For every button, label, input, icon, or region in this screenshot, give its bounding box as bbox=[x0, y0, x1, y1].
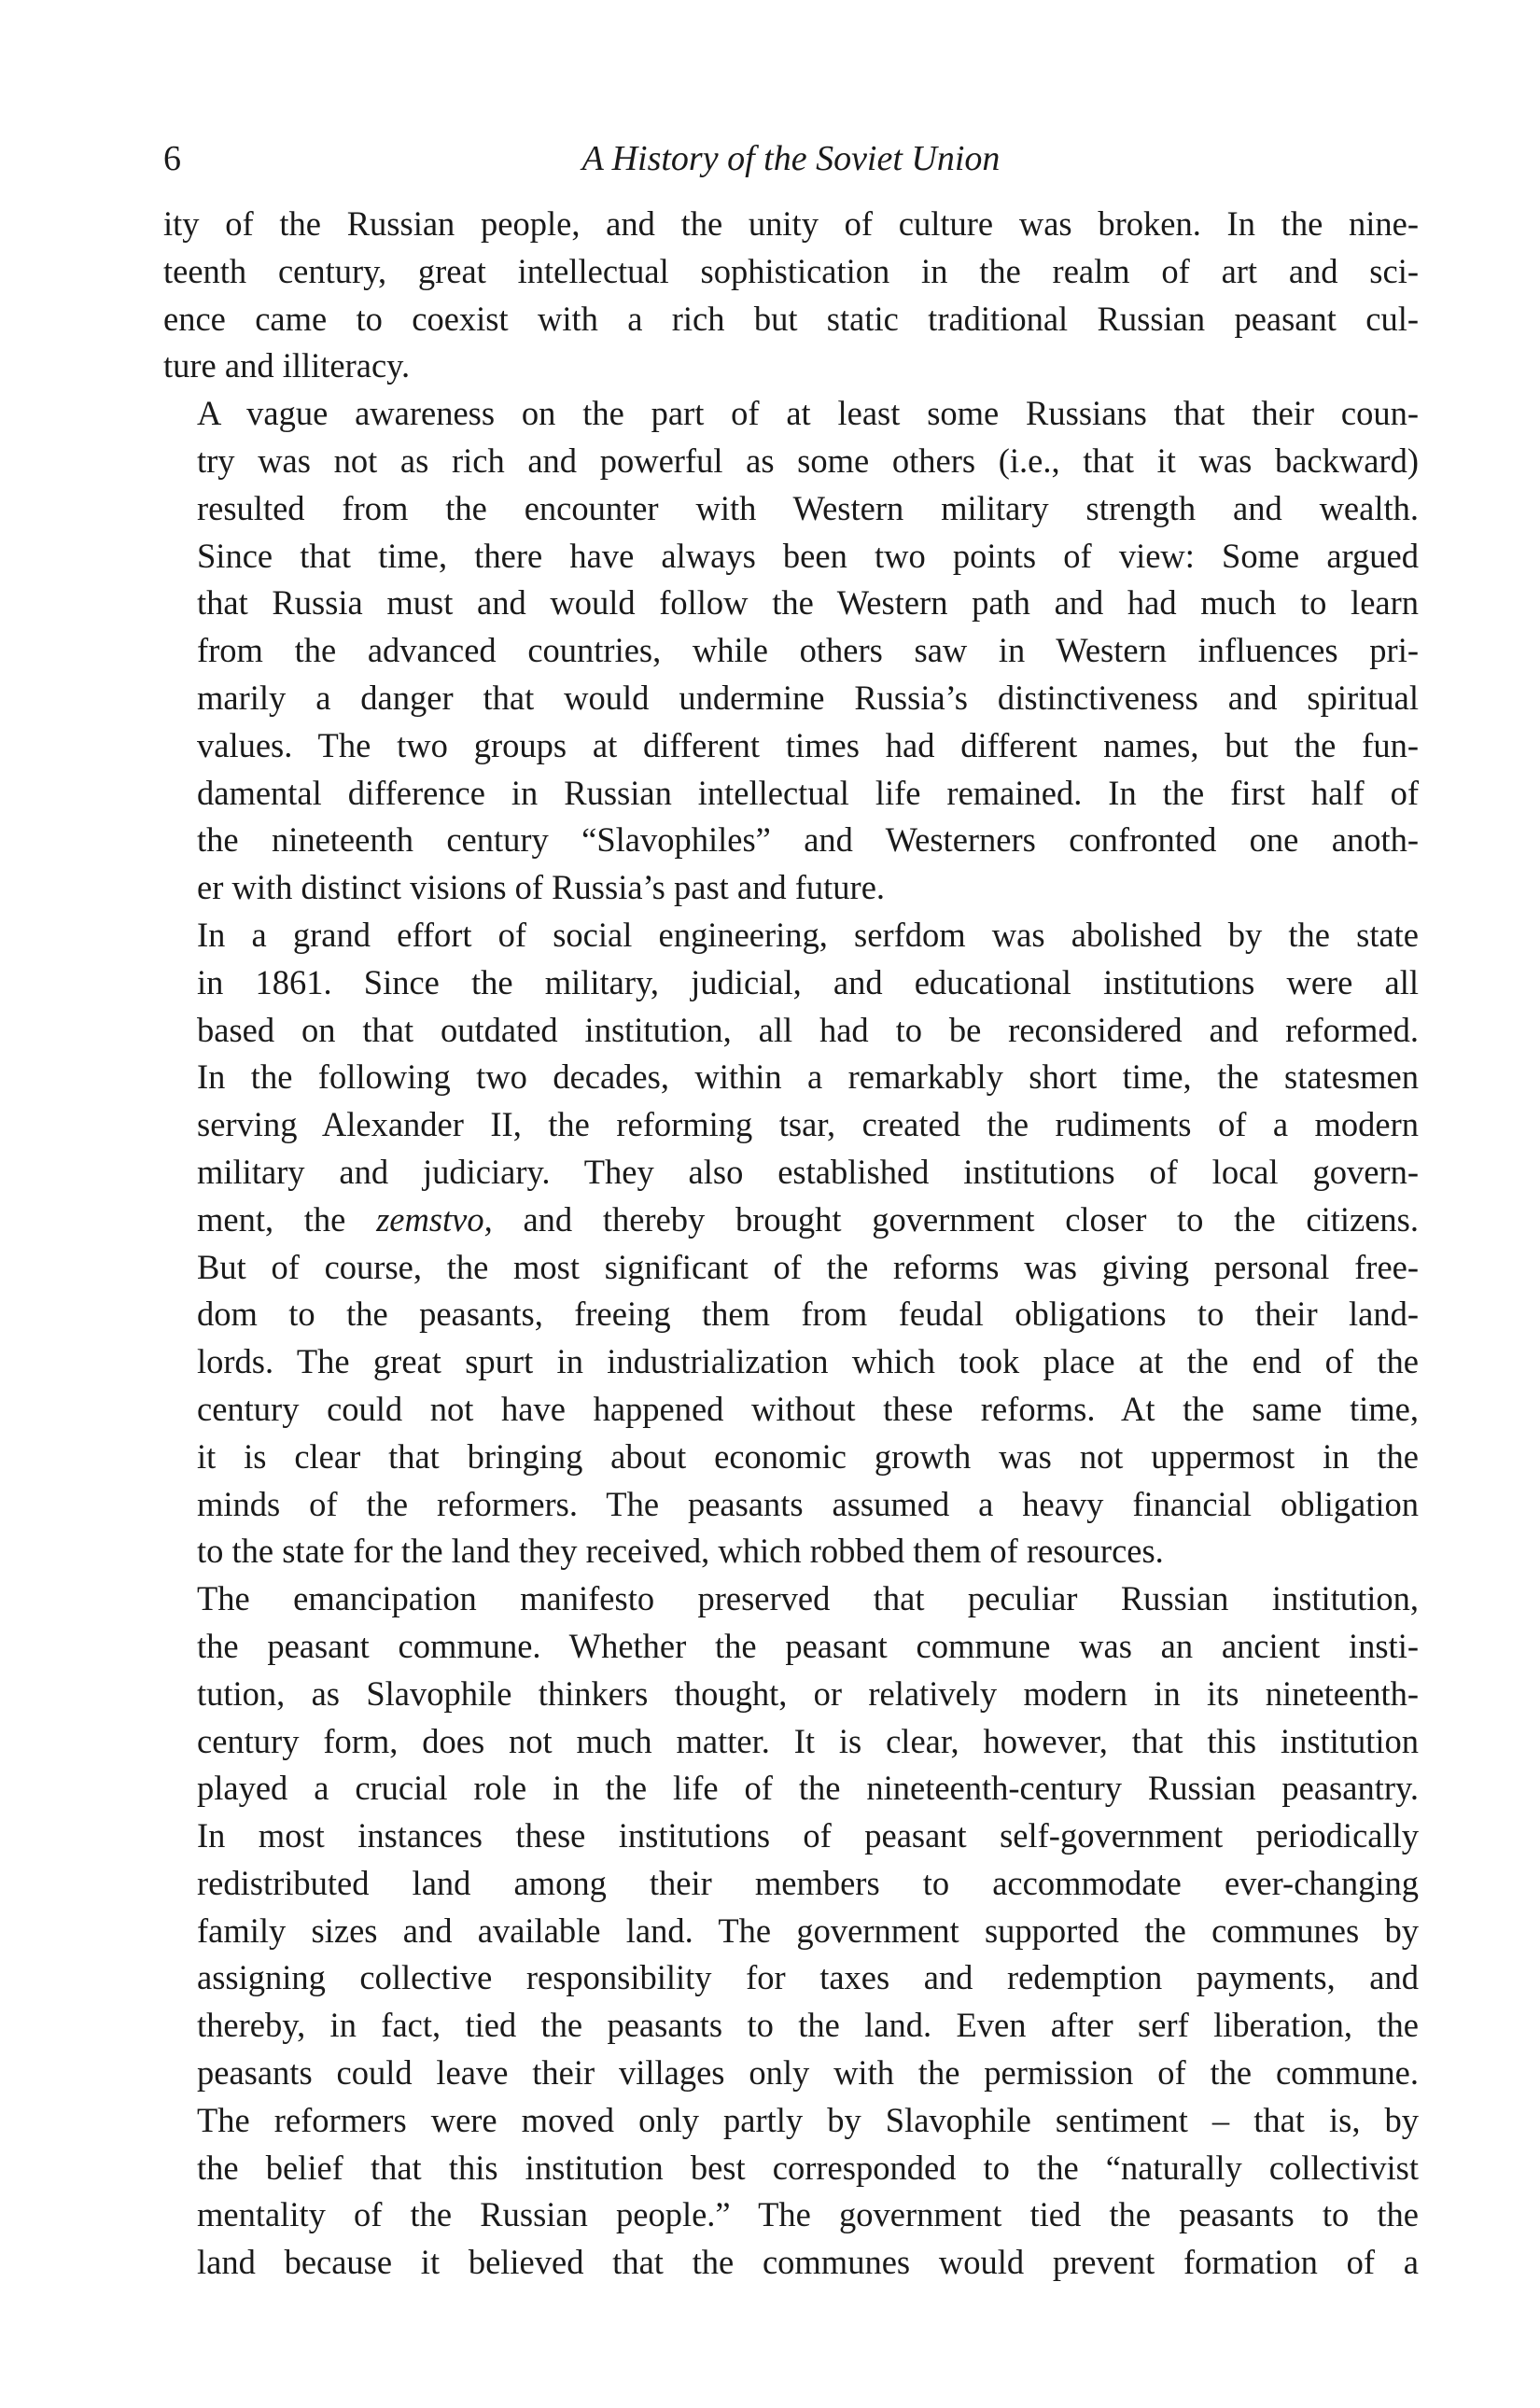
text-line: In the following two decades, within a remarkably short time, the statesmen bbox=[197, 1057, 1419, 1097]
page-number: 6 bbox=[163, 139, 181, 178]
paragraph-3 bbox=[163, 912, 1419, 1575]
text-segment: ment, the bbox=[197, 1199, 377, 1239]
text-line: marily a danger that would undermine Russia’s distinctiveness and spiritual bbox=[197, 678, 1419, 717]
text-line: The emancipation manifesto preserved that peculiar Russian institution, bbox=[197, 1579, 1419, 1618]
text-line: the nineteenth century “Slavophiles” and Westerners confronted one anoth- bbox=[197, 820, 1419, 860]
text-line: tution, as Slavophile thinkers thought, or relatively modern in its nineteenth- bbox=[197, 1673, 1419, 1713]
text-line: damental difference in Russian intellectual life remained. In the first half of bbox=[197, 773, 1419, 812]
text-line: based on that outdated institution, all had to be reconsidered and reformed. bbox=[197, 1010, 1419, 1049]
text-line: dom to the peasants, freeing them from feudal obligations to their land- bbox=[197, 1295, 1419, 1334]
paragraph-1 bbox=[163, 201, 1419, 390]
text-line: ence came to coexist with a rich but static traditional Russian peasant cul- bbox=[163, 299, 1419, 338]
text-line: military and judiciary. They also established institutions of local govern- bbox=[197, 1152, 1419, 1191]
italic-term-zemstvo: zemstvo, bbox=[376, 1199, 493, 1239]
text-line: A vague awareness on the part of at least some Russians that their coun- bbox=[197, 394, 1419, 433]
text-line: minds of the reformers. The peasants assumed a heavy financial obligation bbox=[197, 1484, 1419, 1523]
text-line: thereby, in fact, tied the peasants to the land. Even after serf liberation, the bbox=[197, 2006, 1419, 2045]
text-line: Since that time, there have always been two points of view: Some argued bbox=[197, 536, 1419, 575]
text-line: values. The two groups at different times had different names, but the fun- bbox=[197, 725, 1419, 764]
text-line: the belief that this institution best corresponded to the “naturally collectivist bbox=[197, 2148, 1419, 2187]
text-line: In most instances these institutions of peasant self-government periodically bbox=[197, 1816, 1419, 1855]
paragraph-4 bbox=[163, 1575, 1419, 2287]
text-line: peasants could leave their villages only with the permission of the commune. bbox=[197, 2053, 1419, 2093]
text-line-zemstvo bbox=[163, 1197, 1419, 1244]
running-head bbox=[163, 131, 1419, 187]
text-line: resulted from the encounter with Western military strength and wealth. bbox=[197, 488, 1419, 527]
text-line: er with distinct visions of Russia’s past and future. bbox=[197, 868, 886, 907]
text-line: redistributed land among their members to accommodate ever-changing bbox=[197, 1863, 1419, 1902]
text-line: ture and illiteracy. bbox=[163, 346, 411, 385]
text-line: played a crucial role in the life of the nineteenth-century Russian peasantry. bbox=[197, 1769, 1419, 1808]
text-line: the peasant commune. Whether the peasant commune was an ancient insti- bbox=[197, 1626, 1419, 1665]
text-line: serving Alexander II, the reforming tsar, created the rudiments of a modern bbox=[197, 1105, 1419, 1144]
text-line: mentality of the Russian people.” The government tied the peasants to the bbox=[197, 2195, 1419, 2234]
text-line: from the advanced countries, while others saw in Western influences pri- bbox=[197, 631, 1419, 670]
text-line: century could not have happened without these reforms. At the same time, bbox=[197, 1389, 1419, 1428]
text-line: The reformers were moved only partly by Slavophile sentiment – that is, by bbox=[197, 2100, 1419, 2139]
book-title: A History of the Soviet Union bbox=[581, 139, 1001, 178]
text-line: in 1861. Since the military, judicial, and educational institutions were all bbox=[197, 962, 1419, 1001]
text-line: century form, does not much matter. It is clear, however, that this institution bbox=[197, 1721, 1419, 1760]
text-line: assigning collective responsibility for taxes and redemption payments, and bbox=[197, 1958, 1419, 1997]
text-line: to the state for the land they received, which robbed them of resources. bbox=[197, 1532, 1164, 1571]
text-line: try was not as rich and powerful as some others (i.e., that it was backward) bbox=[197, 441, 1419, 480]
paragraph-2 bbox=[163, 390, 1419, 912]
text-line: In a grand effort of social engineering, serfdom was abolished by the state bbox=[197, 915, 1419, 954]
body-text bbox=[163, 201, 1419, 2287]
text-line: teenth century, great intellectual sophistication in the realm of art and sci- bbox=[163, 251, 1419, 290]
text-line: But of course, the most significant of the reforms was giving personal free- bbox=[197, 1247, 1419, 1286]
text-line: that Russia must and would follow the Western path and had much to learn bbox=[197, 583, 1419, 623]
text-line: lords. The great spurt in industrialization which took place at the end of the bbox=[197, 1342, 1419, 1381]
text-line: land because it believed that the communes would prevent formation of a bbox=[197, 2243, 1419, 2282]
text-line: it is clear that bringing about economic growth was not uppermost in the bbox=[197, 1436, 1419, 1476]
text-line: ity of the Russian people, and the unity of culture was broken. In the nine- bbox=[163, 204, 1419, 243]
text-segment: and thereby brought government closer to the citizens. bbox=[492, 1199, 1419, 1239]
text-line: family sizes and available land. The government supported the communes by bbox=[197, 1911, 1419, 1950]
